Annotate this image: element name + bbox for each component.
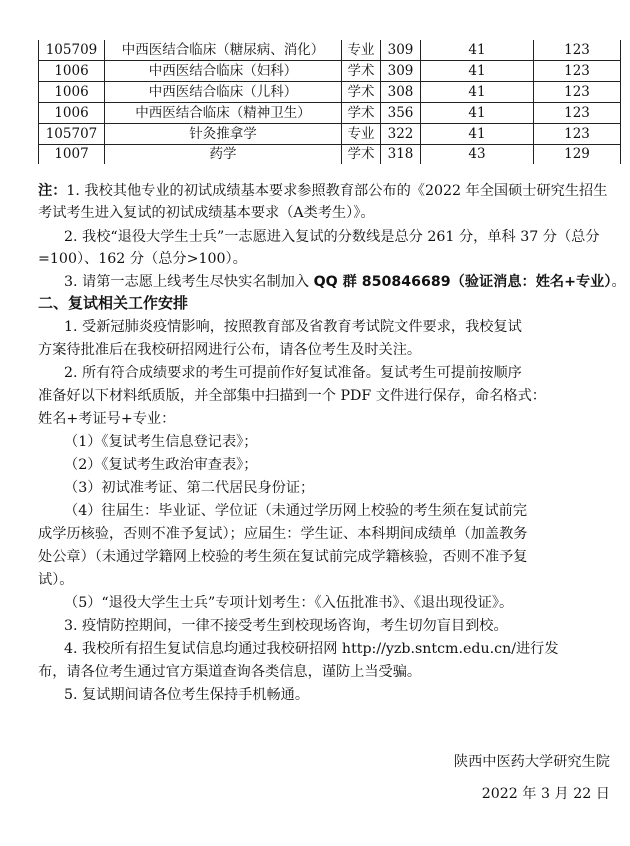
table-cell: 41 <box>421 82 534 103</box>
table-cell: 中西医结合临床（儿科） <box>105 82 342 103</box>
para-5: 5. 复试期间请各位考生保持手机畅通。 <box>64 687 310 703</box>
table-cell: 1006 <box>39 61 105 82</box>
table-cell: 309 <box>381 40 421 61</box>
table-cell: 中西医结合临床（精神卫生） <box>105 103 342 124</box>
table-cell: 41 <box>421 61 534 82</box>
table-cell: 322 <box>381 124 421 145</box>
table-cell: 1007 <box>39 145 105 165</box>
item-2: （2）《复试考生政治审查表》； <box>64 457 258 473</box>
table-cell: 学术 <box>342 82 381 103</box>
table-cell: 1006 <box>39 103 105 124</box>
table-cell: 123 <box>534 82 621 103</box>
table-cell: 318 <box>381 145 421 165</box>
table-cell: 中西医结合临床（妇科） <box>105 61 342 82</box>
table-row <box>39 61 621 82</box>
footer-date: 2022 年 3 月 22 日 <box>481 786 610 802</box>
table-cell: 中西医结合临床（糖尿病、消化） <box>105 40 342 61</box>
para-2-line-2: 准备好以下材料纸质版，并全部集中扫描到一个 PDF 文件进行保存，命名格式： <box>38 388 546 404</box>
table-cell: 123 <box>534 40 621 61</box>
table-cell: 专业 <box>342 124 381 145</box>
para-2-line-1: 2. 所有符合成绩要求的考生可提前作好复试准备。复试考生可提前按顺序 <box>64 365 522 381</box>
para-3: 3. 疫情防控期间，一律不接受考生到校现场咨询，考生切勿盲目到校。 <box>64 618 508 634</box>
note-1-line-1: 注：1. 我校其他专业的初试成绩基本要求参照教育部公布的《2022 年全国硕士研究生招生 <box>38 183 608 199</box>
table-cell: 1006 <box>39 82 105 103</box>
table-cell: 123 <box>534 61 621 82</box>
section-heading: 二、复试相关工作安排 <box>38 294 189 312</box>
note-label: 注： <box>38 183 67 199</box>
table-cell: 105709 <box>39 40 105 61</box>
qq-group-text: QQ 群 850846689（验证消息：姓名+专业） <box>313 274 612 290</box>
note-2-line-1: 2. 我校“退役大学生士兵”一志愿进入复试的分数线是总分 261 分，单科 37 分（总分 <box>64 229 600 245</box>
para-4-line-1: 4. 我校所有招生复试信息均通过我校研招网 http://yzb.sntcm.edu.cn/进行发 <box>64 641 559 657</box>
table-cell: 针灸推拿学 <box>105 124 342 145</box>
table-row <box>39 145 621 165</box>
score-table <box>38 40 621 164</box>
para-4-line-2: 布，请各位考生通过官方渠道查询各类信息，谨防上当受骗。 <box>38 664 422 680</box>
table-cell: 43 <box>421 145 534 165</box>
table-cell: 41 <box>421 103 534 124</box>
table-cell: 309 <box>381 61 421 82</box>
table-cell: 学术 <box>342 103 381 124</box>
item-4-line-2: 成学历核验，否则不准予复试）；应届生：学生证、本科期间成绩单（加盖教务 <box>38 526 528 542</box>
para-1-line-1: 1. 受新冠肺炎疫情影响，按照教育部及省教育考试院文件要求，我校复试 <box>64 319 522 335</box>
table-cell: 学术 <box>342 61 381 82</box>
table-cell: 学术 <box>342 145 381 165</box>
table-cell: 356 <box>381 103 421 124</box>
para-1-line-2: 方案待批准后在我校研招网进行公布，请各位考生及时关注。 <box>38 342 422 358</box>
table-row <box>39 124 621 145</box>
table-row <box>39 82 621 103</box>
table-row <box>39 40 621 61</box>
item-5: （5）“退役大学生士兵”专项计划考生：《入伍批准书》、《退出现役证》。 <box>64 595 514 611</box>
table-cell: 41 <box>421 124 534 145</box>
table-cell: 41 <box>421 40 534 61</box>
table-cell: 123 <box>534 124 621 145</box>
note-1-line-2: 考试考生进入复试的初试成绩基本要求（A类考生）》。 <box>38 205 375 221</box>
table-cell: 129 <box>534 145 621 165</box>
table-row <box>39 103 621 124</box>
note-3: 3. 请第一志愿上线考生尽快实名制加入 QQ 群 850846689（验证消息：姓名+专业）。 <box>64 274 626 290</box>
note-2-line-2: =100）、162 分（总分>100）。 <box>38 251 247 267</box>
para-2-line-3: 姓名+考证号+专业： <box>38 411 176 427</box>
item-4-line-1: （4）往届生：毕业证、学位证（未通过学历网上校验的考生须在复试前完 <box>64 503 528 519</box>
item-4-line-3: 处公章）（未通过学籍网上校验的考生须在复试前完成学籍核验，否则不准予复 <box>38 549 528 565</box>
item-1: （1）《复试考生信息登记表》； <box>64 434 258 450</box>
table-cell: 308 <box>381 82 421 103</box>
table-cell: 123 <box>534 103 621 124</box>
item-4-line-4: 试）。 <box>38 572 74 588</box>
footer-org: 陕西中医药大学研究生院 <box>453 754 610 770</box>
item-3: （3）初试准考证、第二代居民身份证； <box>64 480 315 496</box>
table-cell: 105707 <box>39 124 105 145</box>
table-cell: 药学 <box>105 145 342 165</box>
table-cell: 专业 <box>342 40 381 61</box>
